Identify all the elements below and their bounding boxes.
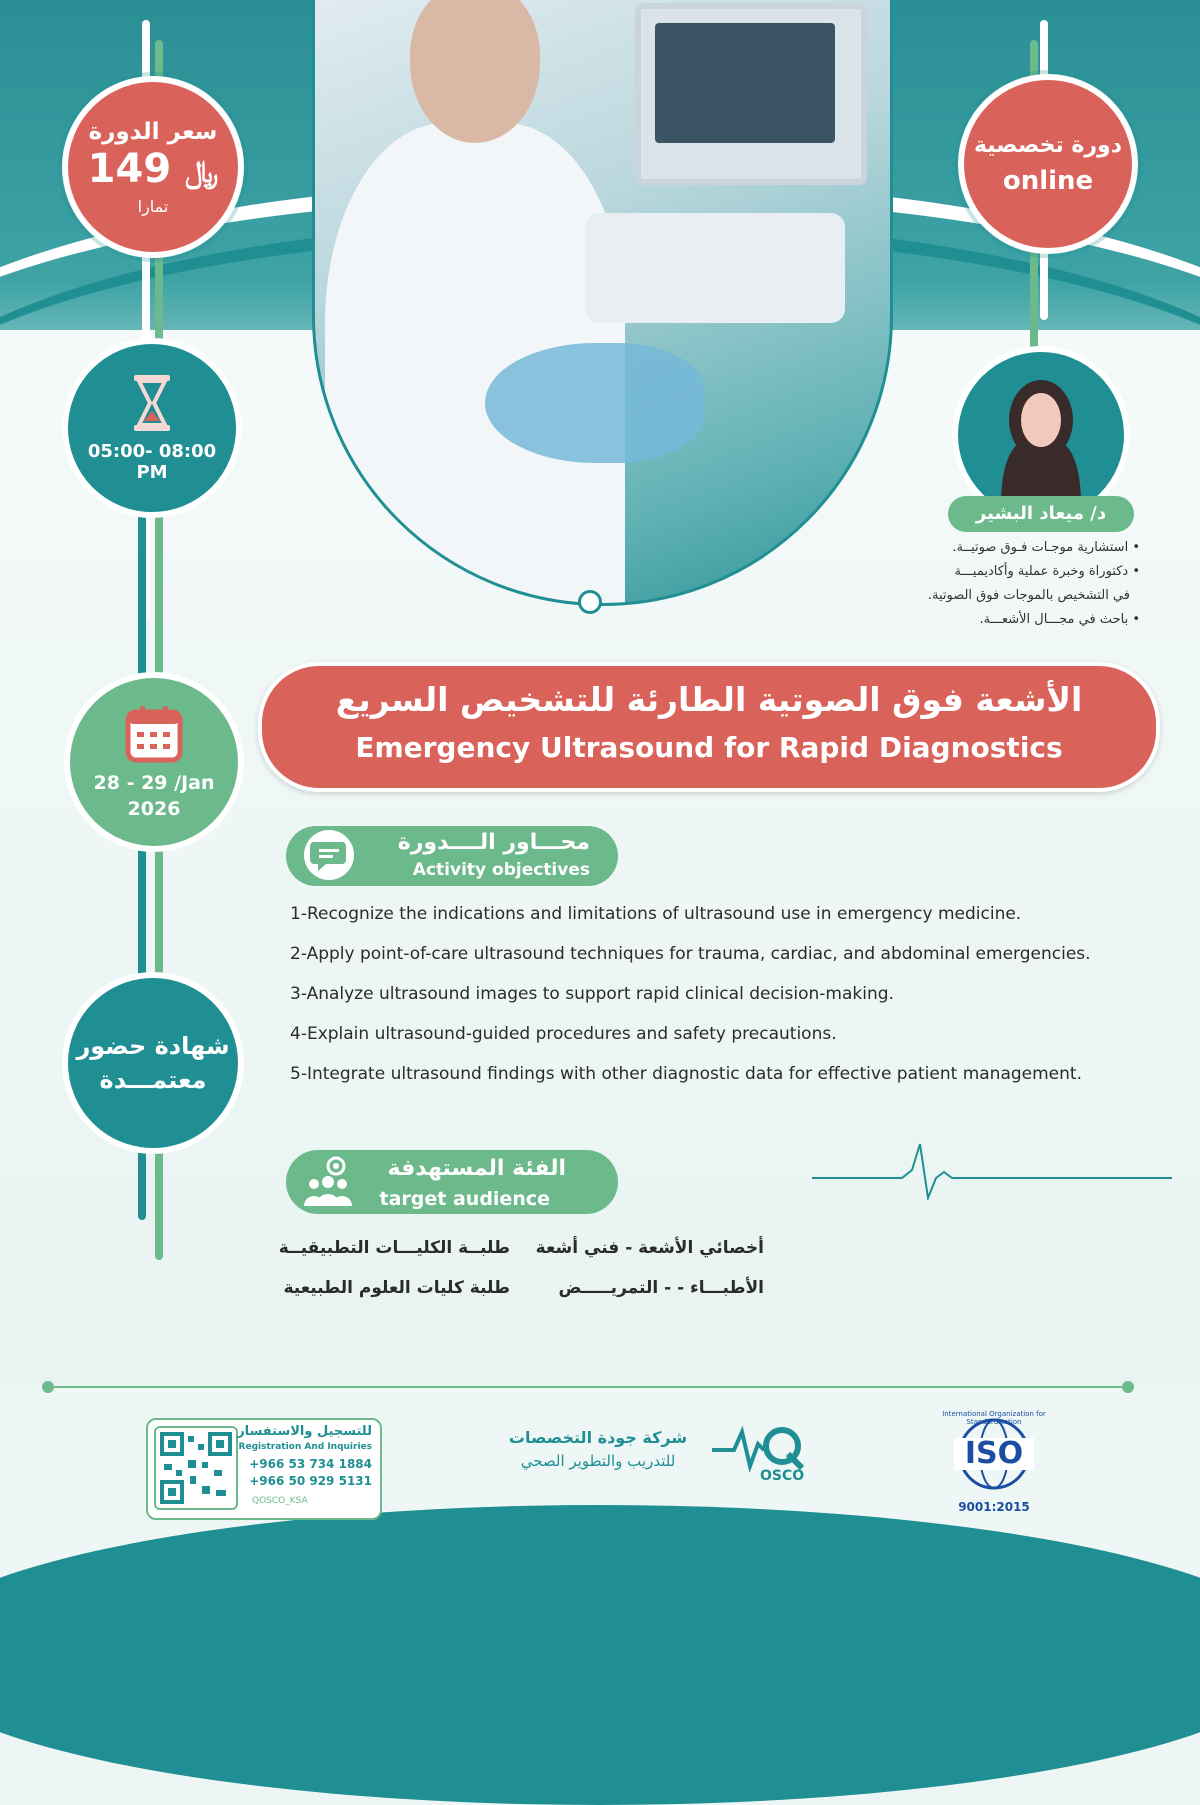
company-subtitle: للتدريب والتطوير الصحي xyxy=(520,1452,676,1470)
course-title-ar: الأشعة فوق الصوتية الطارئة للتشخيص السريع xyxy=(335,680,1083,719)
logo-text: OSCO xyxy=(760,1468,805,1484)
price-badge xyxy=(62,76,244,258)
objective-item: 2-Apply point-of-care ultrasound techniques for trauma, cardiac, and abdominal emergencies. xyxy=(290,944,1091,964)
registration-card xyxy=(146,1418,382,1520)
hourglass-icon xyxy=(130,373,174,433)
tamara-label: تمارا xyxy=(137,196,169,216)
objective-item: 3-Analyze ultrasound images to support rapid clinical decision-making. xyxy=(290,984,894,1004)
gloved-hand xyxy=(485,343,705,463)
objective-item: 1-Recognize the indications and limitations of ultrasound use in emergency medicine. xyxy=(290,904,1022,924)
phone-number[interactable]: +966 50 929 5131 xyxy=(249,1474,372,1488)
bio-item: • باحث في مجـــال الأشعـــة. xyxy=(979,612,1140,627)
audience-label-ar: الفئة المستهدفة xyxy=(387,1156,566,1181)
price-value: 149 xyxy=(87,145,172,192)
time-range: 05:00- 08:00 xyxy=(87,441,217,462)
company-logo xyxy=(712,1418,812,1488)
chat-icon xyxy=(304,830,354,880)
social-handle[interactable]: QOSCO_KSA xyxy=(252,1496,308,1506)
doctor-head xyxy=(410,0,540,143)
time-badge xyxy=(62,338,242,518)
bio-item: • استشارية موجـات فـوق صوتيــة. xyxy=(952,540,1140,555)
riyal-icon: ﷼ xyxy=(185,154,219,190)
certificate-line2: معتمـــدة xyxy=(99,1066,207,1094)
bio-item: في التشخيص بالموجات فوق الصوتية. xyxy=(927,588,1130,603)
hero-photo xyxy=(312,0,893,606)
date-badge xyxy=(64,672,244,852)
certificate-line1: شهادة حضور xyxy=(76,1032,230,1060)
photo-anchor-dot xyxy=(578,590,602,614)
iso-mark: ISO xyxy=(954,1438,1034,1470)
footer-wave xyxy=(0,1505,1200,1805)
registration-label-ar: للتسجيل والاستفسار xyxy=(237,1424,372,1439)
divider-dot xyxy=(42,1381,54,1393)
price-label: سعر الدورة xyxy=(88,118,218,145)
instructor-bio xyxy=(820,536,1140,632)
audience-label-en: target audience xyxy=(379,1188,550,1210)
instructor-name: د/ ميعاد البشير xyxy=(948,496,1134,532)
objectives-label-ar: محـــاور الــــدورة xyxy=(397,830,590,855)
instructor-silhouette-icon xyxy=(981,365,1101,505)
objectives-label-en: Activity objectives xyxy=(412,860,590,880)
company-name: شركة جودة التخصصات xyxy=(508,1428,688,1447)
target-group-icon xyxy=(300,1156,356,1208)
qr-code-icon[interactable] xyxy=(154,1426,238,1510)
course-type-badge xyxy=(958,74,1138,254)
objective-item: 5-Integrate ultrasound findings with other diagnostic data for effective patient management. xyxy=(290,1064,1082,1084)
date-year: 2026 xyxy=(127,798,181,820)
heartbeat-line-icon xyxy=(812,1140,1172,1200)
course-title-en: Emergency Ultrasound for Rapid Diagnostics xyxy=(355,731,1063,764)
iso-badge xyxy=(932,1408,1056,1516)
bio-item: • دكتوراة وخبرة عملية وأكاديميـــة xyxy=(954,564,1140,579)
course-type-ar: دورة تخصصية xyxy=(973,132,1123,158)
course-title-banner xyxy=(258,662,1160,792)
price-amount xyxy=(88,145,219,197)
date-range: 28 - 29 /Jan xyxy=(93,772,215,794)
audience-item: أخصائي الأشعة - فني أشعة xyxy=(535,1238,764,1258)
certificate-badge xyxy=(62,972,244,1154)
divider-dot xyxy=(1122,1381,1134,1393)
phone-number[interactable]: +966 53 734 1884 xyxy=(249,1457,372,1471)
objective-item: 4-Explain ultrasound-guided procedures and safety precautions. xyxy=(290,1024,837,1044)
iso-standard: 9001:2015 xyxy=(958,1500,1030,1514)
iso-org-text: International Organization for Standardization xyxy=(942,1410,1046,1426)
ultrasound-console xyxy=(585,213,845,323)
footer-divider xyxy=(48,1386,1128,1388)
audience-item: طلبة كليات العلوم الطبيعية xyxy=(283,1278,510,1298)
ultrasound-screen xyxy=(655,23,835,143)
audience-header xyxy=(286,1150,618,1214)
audience-item: الأطبـــاء - - التمريـــــض xyxy=(558,1278,764,1298)
time-period: PM xyxy=(136,462,168,483)
registration-label-en: Registration And Inquiries xyxy=(238,1442,372,1452)
objectives-header xyxy=(286,826,618,886)
course-type-online: online xyxy=(1002,165,1094,196)
calendar-icon xyxy=(124,704,184,764)
audience-item: طلبــة الكليـــات التطبيقيــة xyxy=(278,1238,510,1258)
